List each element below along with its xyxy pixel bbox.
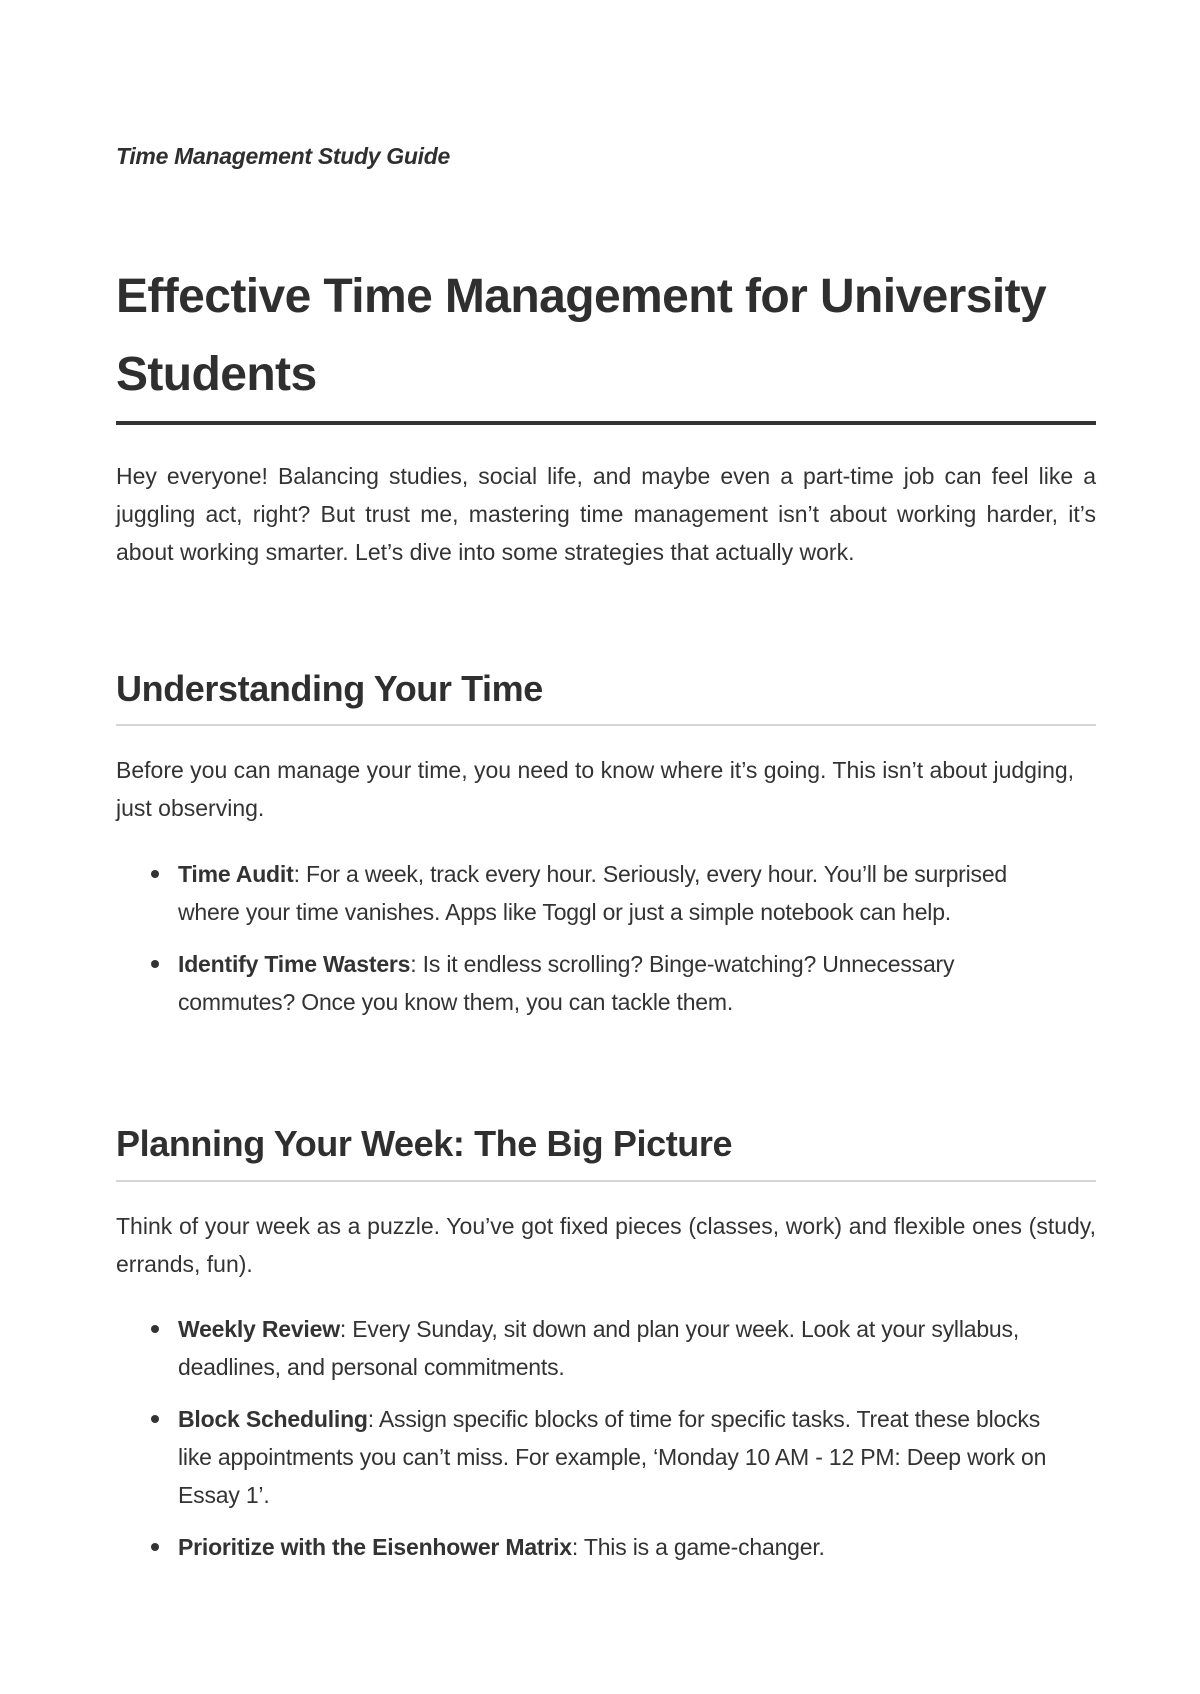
- list-item: [116, 1400, 1096, 1514]
- bullet-icon: [151, 960, 159, 968]
- item-term: Identify Time Wasters: [178, 951, 411, 977]
- item-term: Prioritize with the Eisenhower Matrix: [178, 1534, 572, 1560]
- item-term: Weekly Review: [178, 1316, 340, 1342]
- running-header: Time Management Study Guide: [116, 143, 450, 169]
- intro-paragraph: Hey everyone! Balancing studies, social life, and maybe even a part-time job can feel like a juggling act, right? But trust me, mastering time management isn’t about working harder, it’s about working smarter. Let’s dive into some strategies that actually work.: [116, 463, 1096, 565]
- item-text: : This is a game-changer.: [571, 1534, 825, 1560]
- section-paragraph: Before you can manage your time, you need to know where it’s going. This isn’t about judging, just observing.: [116, 757, 1075, 821]
- item-text: : Every Sunday, sit down and plan your week. Look at your syllabus, deadlines, and personal commitments.: [178, 1316, 1020, 1380]
- item-term: Time Audit: [178, 861, 294, 887]
- bullet-icon: [151, 870, 159, 878]
- bullet-icon: [151, 1543, 159, 1551]
- document-title: Effective Time Management for University Students: [116, 270, 1047, 401]
- item-text: : For a week, track every hour. Seriously, every hour. You’ll be surprised where your time vanishes. Apps like Toggl or just a simple notebook can help.: [178, 861, 1008, 925]
- list-item: [116, 855, 1096, 931]
- bullet-icon: [151, 1325, 159, 1333]
- section-divider: [116, 724, 1096, 726]
- item-text: : Is it endless scrolling? Binge-watching? Unnecessary commutes? Once you know them, you can tackle them.: [178, 951, 955, 1015]
- list-item: [116, 945, 1096, 1021]
- section-heading: Understanding Your Time: [116, 668, 543, 709]
- list-item: [116, 1310, 1096, 1386]
- bullet-icon: [151, 1415, 159, 1423]
- item-text: : Assign specific blocks of time for specific tasks. Treat these blocks like appointments you can’t miss. For example, ‘Monday 10 AM - 12 PM: Deep work on Essay 1’.: [178, 1406, 1047, 1508]
- bullet-list: [116, 1310, 1096, 1566]
- bullet-list: [116, 855, 1096, 1021]
- item-term: Block Scheduling: [178, 1406, 368, 1432]
- section-paragraph: Think of your week as a puzzle. You’ve got fixed pieces (classes, work) and flexible ones (study, errands, fun).: [116, 1213, 1096, 1277]
- list-item: [116, 1528, 1096, 1566]
- section-divider: [116, 1180, 1096, 1182]
- title-divider: [116, 421, 1096, 425]
- section-heading: Planning Your Week: The Big Picture: [116, 1123, 733, 1164]
